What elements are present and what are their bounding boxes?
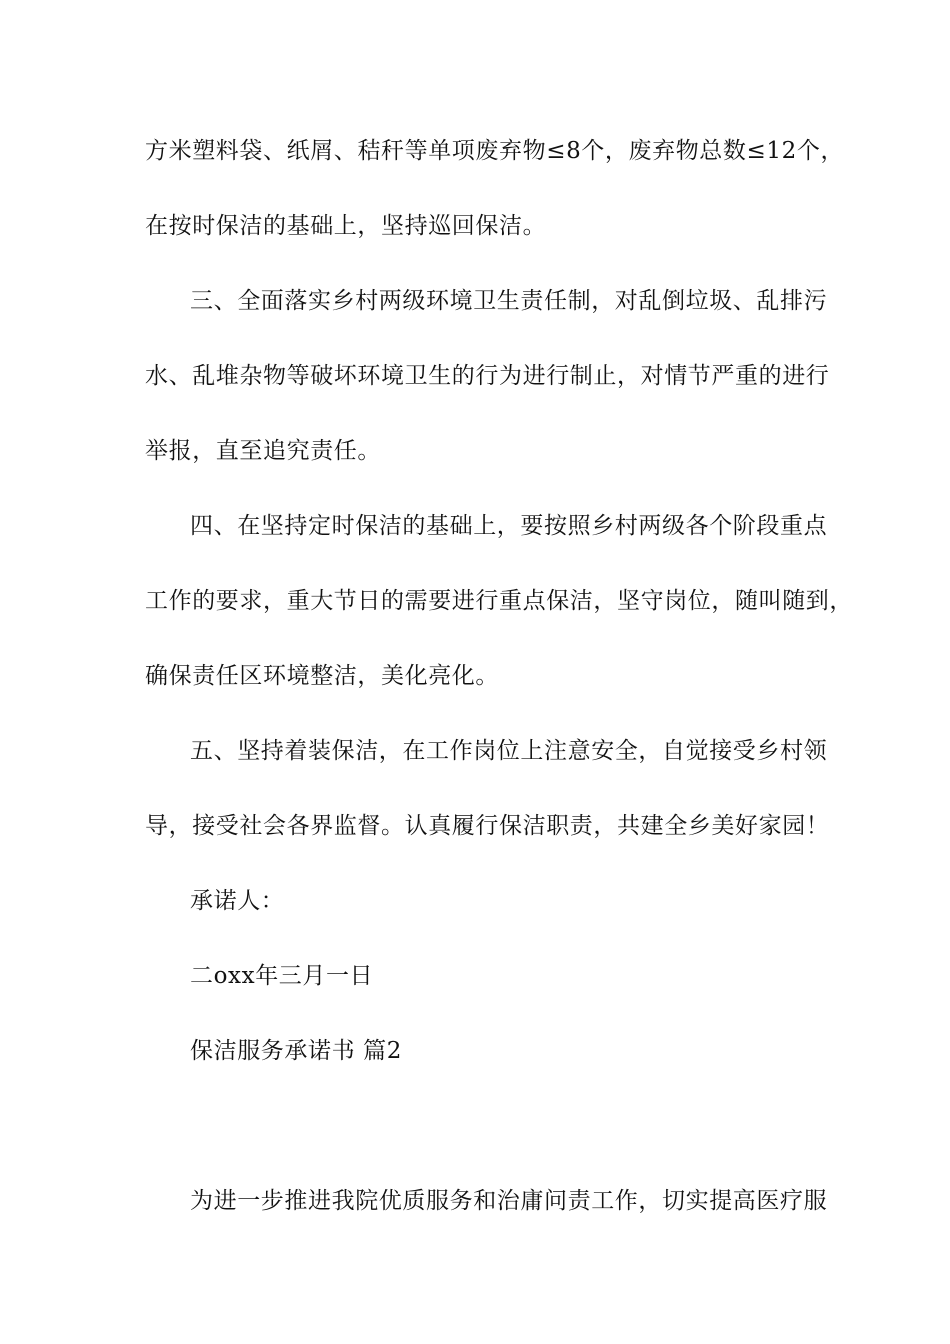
paragraph-line: 四、在坚持定时保洁的基础上，要按照乡村两级各个阶段重点 [190, 513, 828, 539]
paragraph-line: 举报，直至追究责任。 [145, 438, 381, 464]
paragraph-line: 导，接受社会各界监督。认真履行保洁职责，共建全乡美好家园！ [145, 813, 830, 839]
paragraph-line: 水、乱堆杂物等破坏环境卫生的行为进行制止，对情节严重的进行 [145, 363, 830, 389]
paragraph-line: 确保责任区环境整洁，美化亮化。 [145, 663, 499, 689]
paragraph-line: 在按时保洁的基础上，坚持巡回保洁。 [145, 213, 547, 239]
section-title: 保洁服务承诺书 篇2 [190, 1038, 402, 1064]
paragraph-line: 五、坚持着装保洁，在工作岗位上注意安全，自觉接受乡村领 [190, 738, 828, 764]
paragraph-line: 工作的要求，重大节日的需要进行重点保洁，坚守岗位，随叫随到， [145, 588, 853, 614]
paragraph-line: 为进一步推进我院优质服务和治庸问责工作，切实提高医疗服 [190, 1188, 828, 1214]
paragraph-line: 方米塑料袋、纸屑、秸秆等单项废弃物≤8个，废弃物总数≤12个， [145, 138, 845, 164]
signature-label: 承诺人： [190, 888, 285, 914]
date-line: 二oxx年三月一日 [190, 963, 374, 989]
paragraph-line: 三、全面落实乡村两级环境卫生责任制，对乱倒垃圾、乱排污 [190, 288, 828, 314]
